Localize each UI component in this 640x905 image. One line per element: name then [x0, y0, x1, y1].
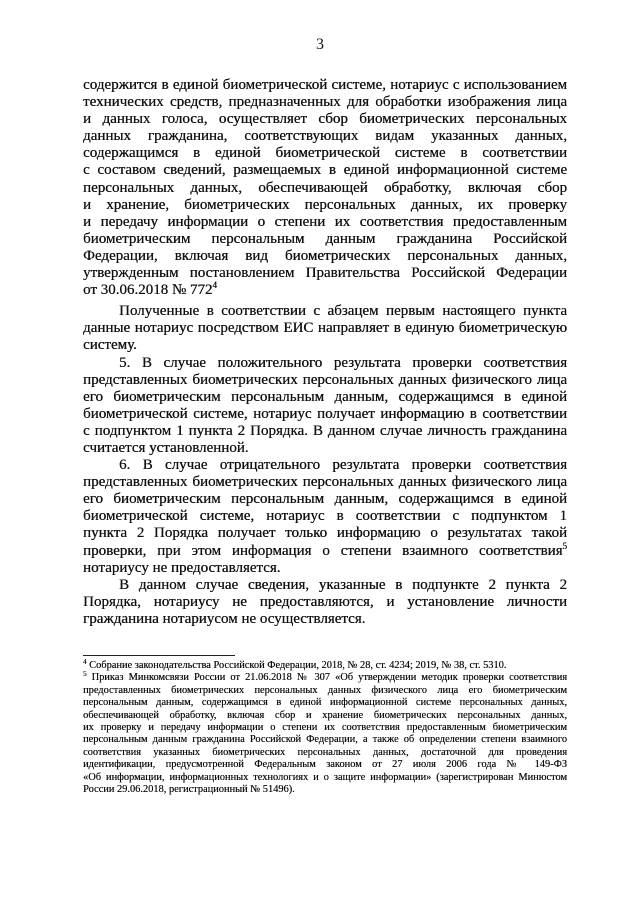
line-text: персональным данным гражданина Российской Федерации, а также об определении степени взаимного	[83, 734, 567, 746]
body-line	[83, 508, 567, 525]
footnote-line	[83, 759, 567, 771]
line-text: и передачу информации о степени их соответствия предоставленным	[83, 213, 567, 230]
body-line	[83, 128, 567, 145]
body-line	[83, 355, 567, 372]
body-line	[83, 145, 567, 162]
footnote-reference: 5	[562, 540, 567, 551]
body-line	[83, 320, 567, 337]
body-line	[83, 540, 567, 560]
line-text: биометрической системе, нотариус в соответствии с подпунктом 1	[83, 508, 567, 525]
body-line	[83, 560, 567, 577]
line-text: систему.	[83, 337, 137, 354]
line-text: 5. В случае положительного результата проверки соответствия	[119, 354, 567, 371]
body-line	[83, 231, 567, 248]
line-text: с составом сведений, размещаемых в единой информационной системе	[83, 162, 567, 179]
body-line	[83, 265, 567, 282]
body-line	[83, 594, 567, 611]
body-line	[83, 372, 567, 389]
line-text: представленных биометрических персональных данных физического лица	[83, 474, 567, 491]
body-line	[83, 337, 567, 354]
footnote-marker: 5	[83, 670, 87, 679]
line-text: персональным данным, содержащимся в единой информационной системе персональных данных,	[83, 697, 567, 709]
line-text: идентификации, предусмотренной Федеральным законом от 27 июля 2006 года № 149-ФЗ	[83, 759, 567, 771]
footnote-separator	[83, 655, 235, 656]
line-text: В данном случае сведения, указанные в подпункте 2 пункта 2	[119, 576, 567, 593]
line-text: Собрание законодательства Российской Федерации, 2018, № 28, ст. 4234; 2019, № 38, ст. 5310.	[86, 660, 507, 671]
footnote-line	[83, 722, 567, 734]
line-text: персональных данных, обеспечивающей обработку, включая сбор	[83, 179, 567, 196]
body-line	[83, 282, 567, 299]
line-text: содержащимся в единой биометрической системе в соответствии	[83, 145, 567, 162]
line-text: с подпунктом 1 пункта 2 Порядка. В данном случае личность гражданина	[83, 422, 567, 439]
body-line	[83, 457, 567, 474]
line-text: от 30.06.2018 № 772	[83, 282, 213, 299]
footnote-line	[83, 734, 567, 746]
footnote-line	[83, 685, 567, 697]
line-text: утвержденным постановлением Правительства Российской Федерации	[83, 265, 567, 282]
footnote-line	[83, 697, 567, 709]
footnote-line	[83, 772, 567, 784]
line-text: представленных биометрических персональных данных физического лица	[83, 371, 567, 388]
line-text: нотариусу не предоставляется.	[83, 559, 281, 576]
body-line	[83, 491, 567, 508]
line-text: пункта 2 Порядка получает только информацию о результатах такой	[83, 525, 567, 542]
line-text: технических средств, предназначенных для обработки изображения лица	[83, 94, 567, 111]
line-text: и хранение, биометрических персональных данных, их проверку	[83, 196, 567, 213]
line-text: их проверку и передачу информации о степени их соответствия предоставленным биометрическим	[83, 721, 567, 733]
line-text: биометрической системе, нотариус получает информацию в соответствии	[83, 405, 567, 422]
line-text: проверки, при этом информация о степени взаимного соответствия	[83, 542, 563, 559]
body-text	[83, 77, 567, 628]
body-line	[83, 248, 567, 265]
body-line	[83, 303, 567, 320]
footnote-reference: 4	[212, 280, 217, 291]
body-line	[83, 440, 567, 457]
line-text: его биометрическим персональным данным, содержащимся в единой	[83, 491, 567, 508]
footnote-line	[83, 784, 567, 796]
body-line	[83, 577, 567, 594]
footnote-line	[83, 672, 567, 684]
line-text: гражданина нотариусом не осуществляется.	[83, 610, 366, 627]
line-text: России 29.06.2018, регистрационный № 51496).	[83, 783, 295, 795]
line-text: считается установленной.	[83, 439, 249, 456]
line-text: обеспечивающей обработку, включая сбор и хранение биометрических персональных данных,	[83, 709, 567, 721]
body-line	[83, 162, 567, 179]
line-text: Порядка, нотариусу не предоставляются, и установление личности	[83, 593, 567, 610]
line-text: «Об информации, информационных технологиях и о защите информации» (зарегистрирован Минюстом	[83, 771, 567, 783]
body-line	[83, 77, 567, 94]
line-text: данные нотариус посредством ЕИС направляет в единую биометрическую	[83, 320, 567, 337]
line-text: Приказ Минкомсвязи России от 21.06.2018 № 307 «Об утверждении методик проверки соответствия	[86, 672, 567, 684]
line-text: соответствия указанных биометрических персональных данных, достаточной для проведения	[83, 746, 567, 758]
body-line	[83, 423, 567, 440]
page-number: 3	[316, 36, 324, 53]
footnote-marker: 4	[83, 658, 87, 666]
body-line	[83, 525, 567, 542]
body-line	[83, 94, 567, 111]
line-text: 6. В случае отрицательного результата проверки соответствия	[119, 457, 567, 474]
body-line	[83, 214, 567, 231]
line-text: биометрическим персональным данным гражданина Российской	[83, 230, 567, 247]
body-line	[83, 197, 567, 214]
body-line	[83, 389, 567, 406]
body-line	[83, 180, 567, 197]
body-line	[83, 611, 567, 628]
line-text: Федерации, включая вид биометрических персональных данных,	[83, 247, 567, 264]
body-line	[83, 474, 567, 491]
line-text: Полученные в соответствии с абзацем первым настоящего пункта	[119, 303, 567, 320]
footnote-line	[83, 747, 567, 759]
body-line	[83, 111, 567, 128]
line-text: его биометрическим персональным данным, содержащимся в единой	[83, 388, 567, 405]
line-text: и данных голоса, осуществляет сбор биометрических персональных	[83, 111, 567, 128]
footnote-line	[83, 660, 567, 672]
body-line	[83, 406, 567, 423]
line-text: данных гражданина, соответствующих видам указанных данных,	[83, 128, 567, 145]
line-text: содержится в единой биометрической системе, нотариус с использованием	[83, 77, 567, 93]
footnote-line	[83, 710, 567, 722]
footnotes	[83, 660, 567, 796]
line-text: предоставленных биометрических персональных данных физического лица его биометрическим	[83, 684, 567, 696]
